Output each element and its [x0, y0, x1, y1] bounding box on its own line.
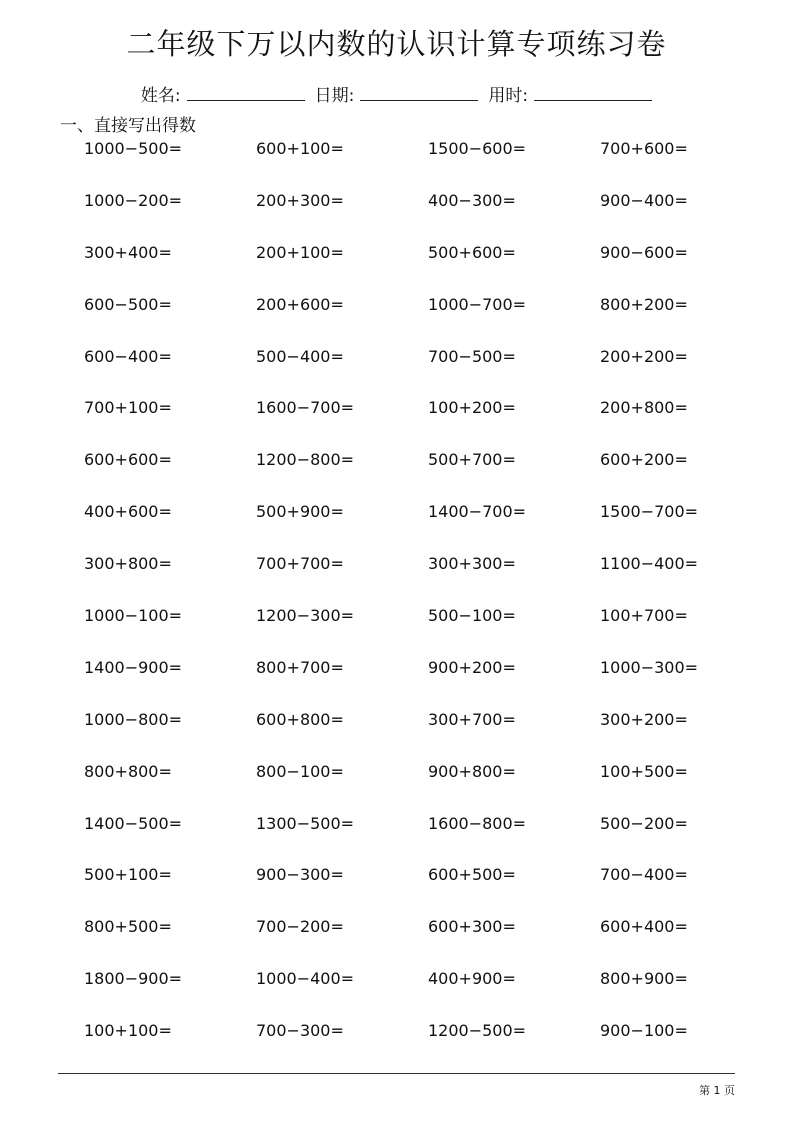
problem-row [84, 657, 744, 709]
problem-item: 300+400= [84, 242, 172, 262]
problem-row [84, 242, 744, 294]
time-blank[interactable] [534, 86, 652, 101]
problem-item: 600+500= [428, 865, 516, 885]
problem-item: 300+300= [428, 554, 516, 574]
student-info-row [0, 81, 793, 106]
problem-row [84, 501, 744, 553]
footer-divider [58, 1073, 735, 1074]
problem-item: 700−500= [428, 346, 516, 366]
problem-item: 800−100= [256, 761, 344, 781]
problem-item: 100+100= [84, 1021, 172, 1041]
problem-item: 1000−500= [84, 139, 183, 158]
section-heading: 一、直接写出得数 [60, 116, 196, 136]
name-field [141, 81, 305, 106]
date-blank[interactable] [360, 86, 478, 101]
problem-item: 1400−500= [84, 813, 183, 833]
problem-item: 1200−800= [256, 450, 355, 470]
problem-item: 900−400= [600, 190, 688, 210]
problem-item: 1300−500= [256, 813, 355, 833]
problem-item: 600+300= [428, 917, 516, 937]
problem-item: 1000−100= [84, 606, 183, 626]
page-number: 第 1 页 [699, 1084, 735, 1097]
problem-row [84, 294, 744, 346]
problem-item: 600−400= [84, 346, 172, 366]
problem-row [84, 397, 744, 449]
problem-item: 600+600= [84, 450, 172, 470]
problem-item: 600+400= [600, 917, 688, 937]
problem-item: 600−500= [84, 294, 172, 314]
problem-item: 1800−900= [84, 969, 183, 989]
problem-item: 900+200= [428, 657, 516, 677]
problem-item: 900−600= [600, 242, 688, 262]
problem-item: 200+600= [256, 294, 344, 314]
problem-item: 1000−800= [84, 709, 183, 729]
problem-item: 800+200= [600, 294, 688, 314]
problem-item: 700+700= [256, 554, 344, 574]
problem-item: 100+200= [428, 398, 516, 418]
problem-item: 1000−700= [428, 294, 527, 314]
problem-item: 800+500= [84, 917, 172, 937]
problem-item: 400+900= [428, 969, 516, 989]
problem-item: 200+300= [256, 190, 344, 210]
problem-item: 1000−400= [256, 969, 355, 989]
problem-item: 900+800= [428, 761, 516, 781]
problem-item: 300+700= [428, 709, 516, 729]
problem-item: 600+200= [600, 450, 688, 470]
problem-item: 1400−700= [428, 502, 527, 522]
problem-item: 500+600= [428, 242, 516, 262]
problem-grid [84, 138, 744, 1072]
problem-item: 200+800= [600, 398, 688, 418]
problem-item: 500−100= [428, 606, 516, 626]
date-label: 日期: [314, 86, 355, 106]
problem-item: 1500−600= [428, 139, 527, 158]
problem-item: 500−400= [256, 346, 344, 366]
time-label: 用时: [488, 86, 529, 106]
problem-item: 1600−800= [428, 813, 527, 833]
problem-item: 700+100= [84, 398, 172, 418]
problem-item: 1600−700= [256, 398, 355, 418]
problem-item: 500+700= [428, 450, 516, 470]
problem-row [84, 449, 744, 501]
problem-item: 500+100= [84, 865, 172, 885]
problem-row [84, 190, 744, 242]
problem-row [84, 709, 744, 761]
problem-item: 400−300= [428, 190, 516, 210]
problem-item: 800+800= [84, 761, 172, 781]
problem-item: 300+200= [600, 709, 688, 729]
problem-item: 900−300= [256, 865, 344, 885]
problem-item: 1000−200= [84, 190, 183, 210]
problem-item: 800+900= [600, 969, 688, 989]
problem-row [84, 761, 744, 813]
problem-item: 1000−300= [600, 657, 699, 677]
problem-item: 700−300= [256, 1021, 344, 1041]
problem-item: 900−100= [600, 1021, 688, 1041]
problem-row [84, 138, 744, 190]
problem-item: 1400−900= [84, 657, 183, 677]
problem-item: 200+100= [256, 242, 344, 262]
problem-item: 700−200= [256, 917, 344, 937]
problem-item: 1200−500= [428, 1021, 527, 1041]
name-blank[interactable] [187, 86, 305, 101]
problem-row [84, 813, 744, 865]
problem-row [84, 346, 744, 398]
problem-item: 1100−400= [600, 554, 699, 574]
problem-item: 600+100= [256, 139, 344, 158]
problem-row [84, 916, 744, 968]
date-field [315, 81, 479, 106]
problem-row [84, 553, 744, 605]
problem-item: 100+700= [600, 606, 688, 626]
problem-item: 300+800= [84, 554, 172, 574]
problem-row [84, 605, 744, 657]
problem-item: 100+500= [600, 761, 688, 781]
problem-item: 700−400= [600, 865, 688, 885]
problem-item: 1200−300= [256, 606, 355, 626]
problem-item: 500+900= [256, 502, 344, 522]
problem-item: 600+800= [256, 709, 344, 729]
time-field [488, 81, 652, 106]
problem-row [84, 968, 744, 1020]
name-label: 姓名: [140, 86, 181, 106]
problem-item: 400+600= [84, 502, 172, 522]
problem-item: 700+600= [600, 139, 688, 158]
problem-item: 800+700= [256, 657, 344, 677]
problem-item: 500−200= [600, 813, 688, 833]
problem-item: 1500−700= [600, 502, 699, 522]
page-title: 二年级下万以内数的认识计算专项练习卷 [126, 27, 667, 61]
problem-item: 200+200= [600, 346, 688, 366]
problem-row [84, 864, 744, 916]
problem-row [84, 1020, 744, 1072]
